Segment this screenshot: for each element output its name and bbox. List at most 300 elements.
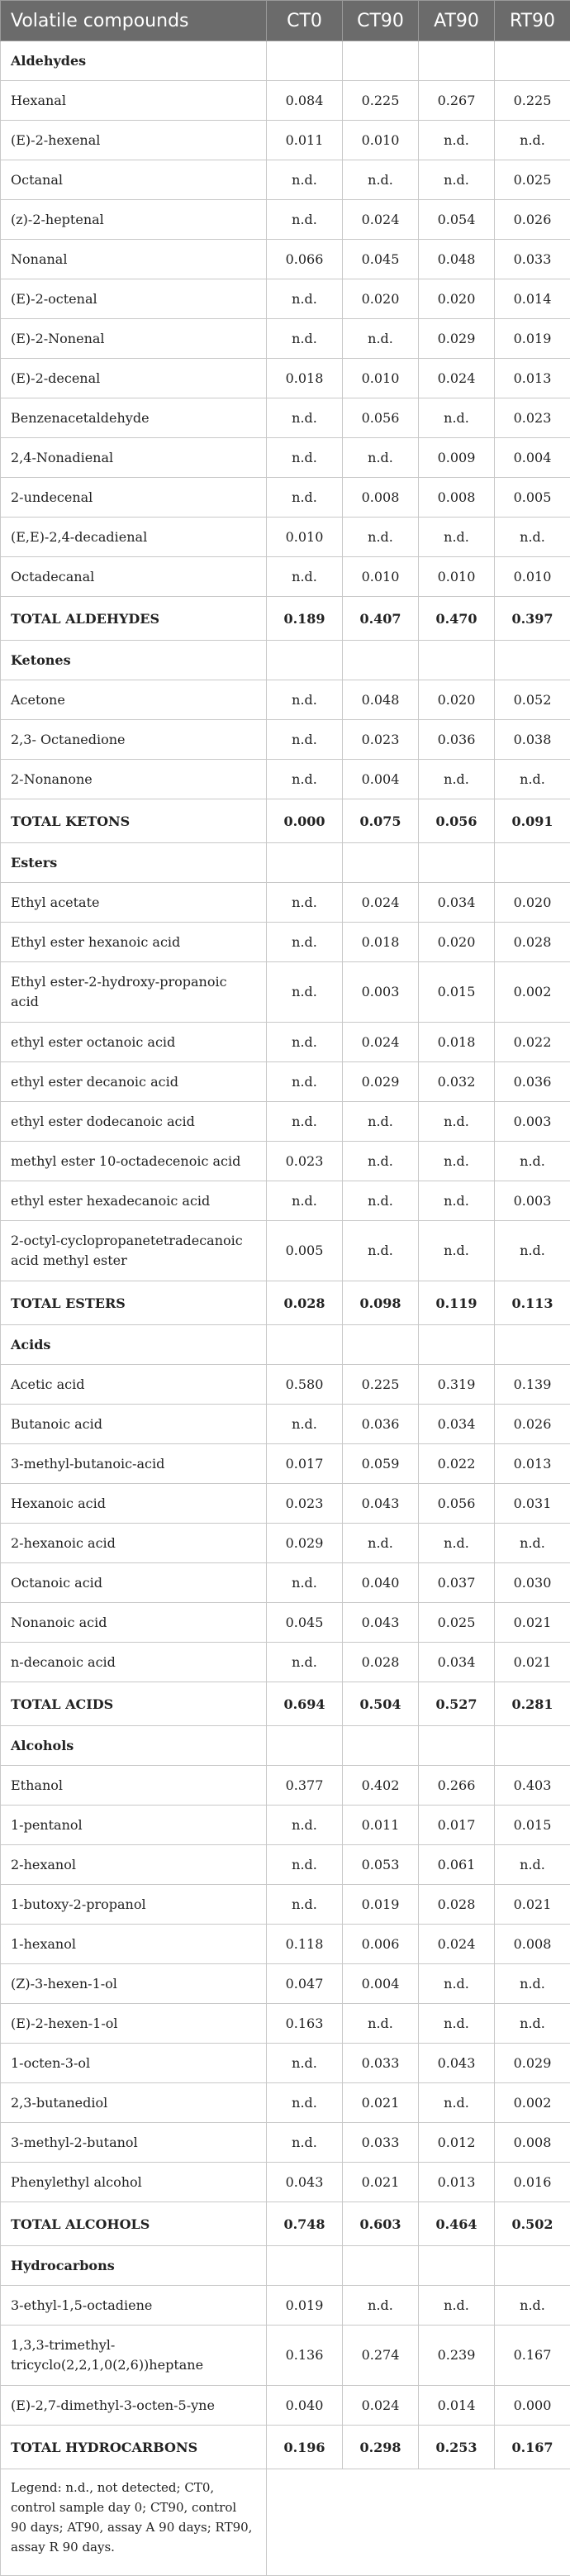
total-row (1, 799, 570, 843)
empty-cell (267, 41, 343, 81)
compound-name: ethyl ester dodecanoic acid (1, 1102, 267, 1142)
value-cell: 0.239 (419, 2326, 495, 2386)
table-row (1, 1885, 570, 1925)
empty-cell (495, 641, 570, 680)
value-cell: 0.225 (343, 1365, 419, 1405)
compound-name: 2,4-Nonadienal (1, 438, 267, 478)
value-cell: n.d. (419, 1964, 495, 2004)
value-cell: n.d. (343, 1142, 419, 1181)
value-cell: n.d. (267, 557, 343, 597)
compound-name: Acetic acid (1, 1365, 267, 1405)
value-cell: 0.020 (419, 680, 495, 720)
header-compound: Volatile compounds (1, 1, 267, 41)
empty-cell (343, 41, 419, 81)
value-cell: 0.043 (343, 1484, 419, 1524)
value-cell: n.d. (343, 319, 419, 359)
value-cell: n.d. (419, 398, 495, 438)
value-cell: 0.008 (495, 2123, 570, 2163)
value-cell: 0.045 (267, 1603, 343, 1643)
total-row (1, 2426, 570, 2469)
compound-name: ethyl ester hexadecanoic acid (1, 1181, 267, 1221)
compound-name: Hexanal (1, 81, 267, 121)
value-cell: 0.023 (495, 398, 570, 438)
value-cell: 0.034 (419, 1405, 495, 1444)
section-title: Ketones (1, 641, 267, 680)
header-ct0: CT0 (267, 1, 343, 41)
table-row (1, 200, 570, 240)
total-value: 0.527 (419, 1682, 495, 1726)
table-row (1, 923, 570, 962)
value-cell: 0.030 (495, 1563, 570, 1603)
compound-name: 2,3-butanediol (1, 2083, 267, 2123)
value-cell: 0.023 (267, 1142, 343, 1181)
value-cell: 0.015 (495, 1806, 570, 1845)
header-row (1, 1, 570, 41)
value-cell: n.d. (495, 1221, 570, 1281)
value-cell: 0.061 (419, 1845, 495, 1885)
value-cell: 0.020 (419, 923, 495, 962)
compound-name: 3-ethyl-1,5-octadiene (1, 2286, 267, 2326)
value-cell: n.d. (267, 1062, 343, 1102)
value-cell: 0.267 (419, 81, 495, 121)
value-cell: n.d. (343, 518, 419, 557)
value-cell: 0.011 (343, 1806, 419, 1845)
value-cell: 0.037 (419, 1563, 495, 1603)
table-row (1, 160, 570, 200)
compound-name: (E)-2-decenal (1, 359, 267, 398)
value-cell: 0.003 (495, 1102, 570, 1142)
table-row (1, 398, 570, 438)
value-cell: n.d. (267, 2044, 343, 2083)
table-row (1, 1806, 570, 1845)
value-cell: 0.020 (419, 279, 495, 319)
total-value: 0.028 (267, 1281, 343, 1325)
compound-name: Octanoic acid (1, 1563, 267, 1603)
value-cell: 0.036 (343, 1405, 419, 1444)
compound-name: 2,3- Octanedione (1, 720, 267, 760)
section-title: Aldehydes (1, 41, 267, 81)
value-cell: 0.002 (495, 2083, 570, 2123)
total-value: 0.281 (495, 1682, 570, 1726)
value-cell: 0.000 (495, 2386, 570, 2426)
section-header-row (1, 641, 570, 680)
value-cell: 0.020 (343, 279, 419, 319)
compound-name: (z)-2-heptenal (1, 200, 267, 240)
value-cell: 0.023 (267, 1484, 343, 1524)
value-cell: 0.033 (343, 2044, 419, 2083)
value-cell: n.d. (419, 2286, 495, 2326)
empty-cell (343, 641, 419, 680)
value-cell: 0.136 (267, 2326, 343, 2386)
value-cell: 0.033 (343, 2123, 419, 2163)
value-cell: n.d. (267, 279, 343, 319)
value-cell: 0.022 (495, 1023, 570, 1062)
compound-name: 1-hexanol (1, 1925, 267, 1964)
total-value: 0.113 (495, 1281, 570, 1325)
value-cell: n.d. (343, 438, 419, 478)
total-value: 0.098 (343, 1281, 419, 1325)
value-cell: 0.015 (419, 962, 495, 1023)
value-cell: 0.013 (495, 359, 570, 398)
compound-name: 2-Nonanone (1, 760, 267, 799)
value-cell: 0.034 (419, 1643, 495, 1682)
value-cell: n.d. (267, 160, 343, 200)
value-cell: n.d. (419, 760, 495, 799)
value-cell: 0.167 (495, 2326, 570, 2386)
total-value: 0.056 (419, 799, 495, 843)
compound-name: 3-methyl-butanoic-acid (1, 1444, 267, 1484)
value-cell: n.d. (419, 1524, 495, 1563)
value-cell: n.d. (495, 1964, 570, 2004)
table-row (1, 121, 570, 160)
total-value: 0.000 (267, 799, 343, 843)
value-cell: 0.008 (343, 478, 419, 518)
value-cell: 0.010 (343, 121, 419, 160)
value-cell: n.d. (343, 1181, 419, 1221)
value-cell: 0.003 (495, 1181, 570, 1221)
table-row (1, 760, 570, 799)
compound-name: Ethyl acetate (1, 883, 267, 923)
compound-name: 3-methyl-2-butanol (1, 2123, 267, 2163)
value-cell: 0.019 (267, 2286, 343, 2326)
table-row (1, 1181, 570, 1221)
table-row (1, 240, 570, 279)
value-cell: 0.019 (495, 319, 570, 359)
legend-text: Legend: n.d., not detected; CT0, control sample day 0; CT90, control 90 days; AT90, assay A 90 days; RT90, assay R 90 days. (1, 2469, 267, 2576)
table-row (1, 319, 570, 359)
value-cell: 0.010 (343, 557, 419, 597)
table-row (1, 1766, 570, 1806)
table-row (1, 1925, 570, 1964)
table-row (1, 1062, 570, 1102)
section-header-row (1, 1726, 570, 1766)
value-cell: 0.034 (419, 883, 495, 923)
total-value: 0.196 (267, 2426, 343, 2469)
value-cell: 0.021 (495, 1643, 570, 1682)
table-row (1, 1142, 570, 1181)
compound-name: Octadecanal (1, 557, 267, 597)
total-label: TOTAL ESTERS (1, 1281, 267, 1325)
value-cell: n.d. (419, 1142, 495, 1181)
value-cell: 0.022 (419, 1444, 495, 1484)
value-cell: n.d. (495, 1845, 570, 1885)
table-row (1, 557, 570, 597)
compound-name: (E,E)-2,4-decadienal (1, 518, 267, 557)
value-cell: 0.024 (343, 200, 419, 240)
value-cell: n.d. (267, 1643, 343, 1682)
total-row (1, 2202, 570, 2246)
value-cell: 0.029 (267, 1524, 343, 1563)
total-value: 0.075 (343, 799, 419, 843)
compound-name: 2-hexanoic acid (1, 1524, 267, 1563)
value-cell: n.d. (267, 962, 343, 1023)
empty-cell (267, 1325, 343, 1365)
value-cell: 0.018 (343, 923, 419, 962)
table-row (1, 1845, 570, 1885)
table-row (1, 1603, 570, 1643)
value-cell: 0.029 (419, 319, 495, 359)
total-value: 0.298 (343, 2426, 419, 2469)
value-cell: n.d. (343, 1102, 419, 1142)
compound-name: Ethyl ester hexanoic acid (1, 923, 267, 962)
value-cell: n.d. (343, 160, 419, 200)
compound-name: 2-octyl-cyclopropanetetradecanoic acid methyl ester (1, 1221, 267, 1281)
header-at90: AT90 (419, 1, 495, 41)
value-cell: 0.021 (343, 2083, 419, 2123)
empty-cell (419, 641, 495, 680)
total-value: 0.504 (343, 1682, 419, 1726)
value-cell: 0.009 (419, 438, 495, 478)
value-cell: 0.026 (495, 200, 570, 240)
value-cell: n.d. (419, 1102, 495, 1142)
table-row (1, 1405, 570, 1444)
table-body (1, 41, 570, 2576)
total-value: 0.748 (267, 2202, 343, 2246)
empty-cell (495, 2246, 570, 2286)
value-cell: n.d. (419, 518, 495, 557)
total-value: 0.694 (267, 1682, 343, 1726)
value-cell: 0.017 (419, 1806, 495, 1845)
value-cell: 0.403 (495, 1766, 570, 1806)
value-cell: 0.025 (419, 1603, 495, 1643)
table-row (1, 1643, 570, 1682)
compound-name: Ethanol (1, 1766, 267, 1806)
compound-name: Octanal (1, 160, 267, 200)
compound-name: ethyl ester octanoic acid (1, 1023, 267, 1062)
value-cell: n.d. (343, 1221, 419, 1281)
compound-name: 1-pentanol (1, 1806, 267, 1845)
value-cell: n.d. (495, 518, 570, 557)
empty-cell (267, 2469, 570, 2576)
value-cell: 0.028 (419, 1885, 495, 1925)
value-cell: n.d. (495, 2004, 570, 2044)
value-cell: n.d. (267, 1023, 343, 1062)
legend-row (1, 2469, 570, 2576)
compound-name: Benzenacetaldehyde (1, 398, 267, 438)
table-row (1, 1444, 570, 1484)
value-cell: n.d. (267, 1563, 343, 1603)
compound-name: 1-octen-3-ol (1, 2044, 267, 2083)
total-label: TOTAL ALCOHOLS (1, 2202, 267, 2246)
value-cell: n.d. (267, 438, 343, 478)
empty-cell (495, 1325, 570, 1365)
compound-name: (E)-2-hexenal (1, 121, 267, 160)
compound-name: 2-hexanol (1, 1845, 267, 1885)
value-cell: n.d. (495, 1142, 570, 1181)
compound-name: 1,3,3-trimethyl-tricyclo(2,2,1,0(2,6))heptane (1, 2326, 267, 2386)
value-cell: 0.024 (343, 883, 419, 923)
value-cell: n.d. (419, 1181, 495, 1221)
value-cell: n.d. (267, 200, 343, 240)
value-cell: 0.021 (495, 1603, 570, 1643)
value-cell: 0.013 (495, 1444, 570, 1484)
value-cell: 0.163 (267, 2004, 343, 2044)
table-row (1, 2163, 570, 2202)
total-value: 0.407 (343, 597, 419, 641)
table-row (1, 680, 570, 720)
value-cell: 0.056 (419, 1484, 495, 1524)
value-cell: 0.004 (495, 438, 570, 478)
value-cell: n.d. (267, 680, 343, 720)
value-cell: 0.028 (495, 923, 570, 962)
value-cell: 0.029 (343, 1062, 419, 1102)
empty-cell (267, 1726, 343, 1766)
section-title: Acids (1, 1325, 267, 1365)
value-cell: n.d. (267, 2123, 343, 2163)
table-row (1, 518, 570, 557)
value-cell: 0.266 (419, 1766, 495, 1806)
value-cell: n.d. (267, 923, 343, 962)
value-cell: n.d. (495, 2286, 570, 2326)
compound-name: Acetone (1, 680, 267, 720)
empty-cell (419, 1325, 495, 1365)
value-cell: 0.004 (343, 760, 419, 799)
table-row (1, 1365, 570, 1405)
value-cell: 0.066 (267, 240, 343, 279)
value-cell: 0.054 (419, 200, 495, 240)
table-row (1, 2083, 570, 2123)
value-cell: 0.010 (343, 359, 419, 398)
value-cell: 0.580 (267, 1365, 343, 1405)
value-cell: n.d. (267, 319, 343, 359)
value-cell: 0.118 (267, 1925, 343, 1964)
table-row (1, 1524, 570, 1563)
empty-cell (495, 1726, 570, 1766)
table-row (1, 1484, 570, 1524)
compound-name: Nonanoic acid (1, 1603, 267, 1643)
table-row (1, 1964, 570, 2004)
value-cell: n.d. (267, 760, 343, 799)
compound-name: n-decanoic acid (1, 1643, 267, 1682)
value-cell: 0.026 (495, 1405, 570, 1444)
value-cell: 0.045 (343, 240, 419, 279)
value-cell: 0.028 (343, 1643, 419, 1682)
compound-name: Phenylethyl alcohol (1, 2163, 267, 2202)
value-cell: n.d. (343, 2286, 419, 2326)
value-cell: n.d. (267, 1845, 343, 1885)
compound-name: (E)-2,7-dimethyl-3-octen-5-yne (1, 2386, 267, 2426)
total-value: 0.167 (495, 2426, 570, 2469)
total-value: 0.091 (495, 799, 570, 843)
value-cell: 0.402 (343, 1766, 419, 1806)
total-value: 0.464 (419, 2202, 495, 2246)
value-cell: 0.014 (419, 2386, 495, 2426)
compound-name: (E)-2-octenal (1, 279, 267, 319)
value-cell: 0.012 (419, 2123, 495, 2163)
value-cell: 0.014 (495, 279, 570, 319)
table-row (1, 2123, 570, 2163)
table-row (1, 1023, 570, 1062)
empty-cell (419, 1726, 495, 1766)
compound-name: methyl ester 10-octadecenoic acid (1, 1142, 267, 1181)
total-label: TOTAL KETONS (1, 799, 267, 843)
table-row (1, 962, 570, 1023)
value-cell: 0.053 (343, 1845, 419, 1885)
value-cell: 0.139 (495, 1365, 570, 1405)
section-title: Hydrocarbons (1, 2246, 267, 2286)
value-cell: 0.377 (267, 1766, 343, 1806)
value-cell: 0.010 (495, 557, 570, 597)
empty-cell (267, 843, 343, 883)
value-cell: n.d. (267, 1102, 343, 1142)
value-cell: 0.052 (495, 680, 570, 720)
table-row (1, 1221, 570, 1281)
value-cell: 0.018 (419, 1023, 495, 1062)
value-cell: 0.029 (495, 2044, 570, 2083)
value-cell: 0.040 (267, 2386, 343, 2426)
value-cell: 0.056 (343, 398, 419, 438)
value-cell: 0.002 (495, 962, 570, 1023)
value-cell: 0.319 (419, 1365, 495, 1405)
value-cell: 0.019 (343, 1885, 419, 1925)
table-row (1, 478, 570, 518)
value-cell: 0.024 (343, 1023, 419, 1062)
value-cell: n.d. (343, 2004, 419, 2044)
value-cell: n.d. (419, 2083, 495, 2123)
value-cell: 0.032 (419, 1062, 495, 1102)
compound-name: 2-undecenal (1, 478, 267, 518)
value-cell: n.d. (419, 121, 495, 160)
value-cell: 0.225 (495, 81, 570, 121)
value-cell: n.d. (267, 478, 343, 518)
value-cell: 0.021 (343, 2163, 419, 2202)
value-cell: 0.018 (267, 359, 343, 398)
value-cell: n.d. (267, 1405, 343, 1444)
value-cell: 0.274 (343, 2326, 419, 2386)
empty-cell (267, 641, 343, 680)
table-row (1, 720, 570, 760)
table-row (1, 2004, 570, 2044)
compound-name: (E)-2-hexen-1-ol (1, 2004, 267, 2044)
value-cell: 0.043 (343, 1603, 419, 1643)
table-row (1, 1563, 570, 1603)
table-row (1, 2386, 570, 2426)
total-value: 0.189 (267, 597, 343, 641)
value-cell: 0.017 (267, 1444, 343, 1484)
section-header-row (1, 843, 570, 883)
empty-cell (495, 843, 570, 883)
section-header-row (1, 41, 570, 81)
value-cell: 0.003 (343, 962, 419, 1023)
value-cell: n.d. (267, 398, 343, 438)
value-cell: 0.024 (419, 359, 495, 398)
total-row (1, 1682, 570, 1726)
empty-cell (419, 843, 495, 883)
table-row (1, 359, 570, 398)
value-cell: n.d. (267, 1806, 343, 1845)
section-header-row (1, 1325, 570, 1365)
empty-cell (419, 2246, 495, 2286)
table-row (1, 883, 570, 923)
section-header-row (1, 2246, 570, 2286)
value-cell: 0.020 (495, 883, 570, 923)
value-cell: 0.036 (495, 1062, 570, 1102)
value-cell: 0.011 (267, 121, 343, 160)
table-row (1, 81, 570, 121)
empty-cell (343, 2246, 419, 2286)
total-label: TOTAL HYDROCARBONS (1, 2426, 267, 2469)
value-cell: 0.043 (267, 2163, 343, 2202)
value-cell: n.d. (495, 121, 570, 160)
value-cell: 0.031 (495, 1484, 570, 1524)
value-cell: 0.004 (343, 1964, 419, 2004)
value-cell: 0.021 (495, 1885, 570, 1925)
value-cell: 0.024 (419, 1925, 495, 1964)
empty-cell (343, 843, 419, 883)
total-value: 0.253 (419, 2426, 495, 2469)
section-title: Alcohols (1, 1726, 267, 1766)
value-cell: 0.010 (419, 557, 495, 597)
